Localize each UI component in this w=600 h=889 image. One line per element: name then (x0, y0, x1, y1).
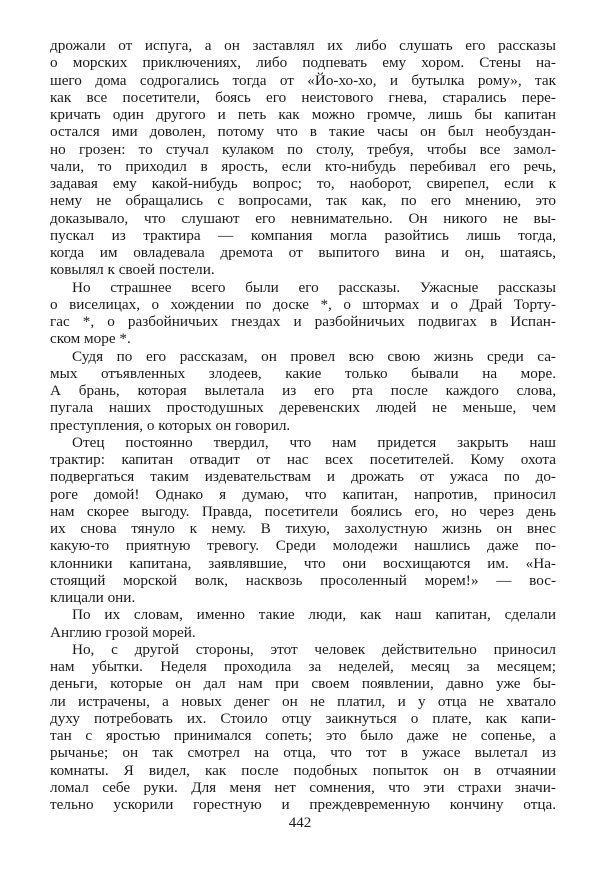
text-line: трактир: капитан отвадит от нас всех посетителей. Кому охота (50, 451, 556, 468)
text-line: Но, с другой стороны, этот человек действительно приносил (72, 640, 556, 658)
text-line: ковылял к своей постели. (50, 261, 215, 279)
text-line: как все посетители, боясь его неистового гнева, старались пере- (50, 88, 556, 106)
text-line: духу потребовать их. Стоило отцу заикнуться о плате, как капи- (50, 709, 556, 727)
text-line: гас *, о разбойничьих гнездах и разбойничьих подвигах в Испан- (50, 313, 556, 330)
text-line: дрожали от испуга, а он заставлял их либо слушать его рассказы (50, 37, 556, 54)
text-line: комнаты. Я видел, как после подобных попыток он в отчаянии (50, 761, 556, 779)
text-line: чали, то приходил в ярость, если кто-нибудь перебивал его речь, (50, 157, 556, 175)
text-line: нам убытки. Неделя проходила за неделей, месяц за месяцем; (50, 658, 556, 675)
text-line: ломал себе руки. Для меня нет сомнения, что эти страхи значи- (50, 778, 556, 796)
text-line: пускал из трактира — компания могла разойтись лишь тогда, (50, 226, 556, 244)
paragraph (50, 641, 556, 814)
text-line: рычанье; он так смотрел на отца, что тот в ужасе вылетал из (50, 744, 556, 762)
text-line: нам скорее выгоду. Правда, посетители боялись его, но через день (50, 502, 556, 520)
text-line: о морских приключениях, либо подпевать ему хором. Стены на- (50, 54, 556, 72)
text-line: тан с яростью принимался сопеть; это было даже не сопенье, а (50, 727, 556, 744)
book-page-text (50, 37, 556, 813)
text-line: А брань, которая вылетала из его рта после каждого слова, (50, 382, 556, 399)
text-line: По их словам, именно такие люди, как наш капитан, сделали (72, 606, 556, 624)
paragraph (50, 434, 556, 607)
text-line: но грозен: то стучал кулаком по столу, требуя, чтобы все замол- (50, 140, 556, 158)
text-line: ском море *. (50, 330, 131, 348)
text-line: остался ими доволен, потому что в такие часы он был необуздан- (50, 123, 556, 141)
text-line: Судя по его рассказам, он провел всю свою жизнь среди са- (72, 347, 556, 365)
text-line: какую-то приятную тревогу. Среди молодежи нашлись даже по- (50, 537, 556, 555)
paragraph (50, 606, 556, 641)
text-line: доказывало, что слушают его невнимательно. Он никого не вы- (50, 209, 556, 227)
text-line: шего дома содрогались тогда от «Йо-хо-хо, и бутылка рому», так (50, 71, 556, 89)
text-line: Англию грозой морей. (50, 623, 196, 641)
text-line: стоящий морской волк, насквозь просоленный морем!» — вос- (50, 571, 556, 589)
text-line: преступления, о которых он говорил. (50, 416, 291, 434)
text-line: деньги, которые он дал нам при своем появлении, давно уже бы- (50, 675, 556, 693)
text-line: мых отъявленных злодеев, какие только бывали на море. (50, 364, 556, 382)
text-line: нему не обращались с вопросами, так как, по его мнению, это (50, 192, 556, 210)
text-line: клонники капитана, заявлявшие, что они восхищаются им. «На- (50, 554, 556, 572)
text-line: пугала наших простодушных деревенских людей не меньше, чем (50, 399, 556, 417)
text-line: ли истрачены, а новых денег он не платил, и у отца не хватало (50, 692, 556, 710)
text-line: задавая ему какой-нибудь вопрос; то, наоборот, свирепел, если к (50, 175, 556, 192)
page-number: 442 (288, 815, 312, 831)
text-line: их снова тянуло к нему. В тихую, захолустную жизнь он внес (50, 520, 556, 537)
text-line: о виселицах, о хождении по доске *, о штормах и о Драй Торту- (50, 295, 556, 313)
paragraph (50, 37, 556, 279)
text-line: когда им овладевала дремота от выпитого вина и он, шатаясь, (50, 244, 556, 261)
text-line: кричать один другого и петь как можно громче, лишь бы капитан (50, 106, 556, 123)
paragraph (50, 348, 556, 434)
paragraph (50, 279, 556, 348)
text-line: Отец постоянно твердил, что нам придется закрыть наш (72, 433, 556, 451)
text-line: подвергаться таким издевательствам и дрожать от ужаса по до- (50, 468, 556, 486)
text-line: роге домой! Однако я думаю, что капитан, напротив, приносил (50, 485, 556, 503)
text-line: Но страшнее всего были его рассказы. Ужасные рассказы (72, 278, 556, 296)
text-line: тельно ускорили горестную и преждевременную кончину отца. (50, 796, 556, 813)
text-line: клицали они. (50, 589, 136, 606)
